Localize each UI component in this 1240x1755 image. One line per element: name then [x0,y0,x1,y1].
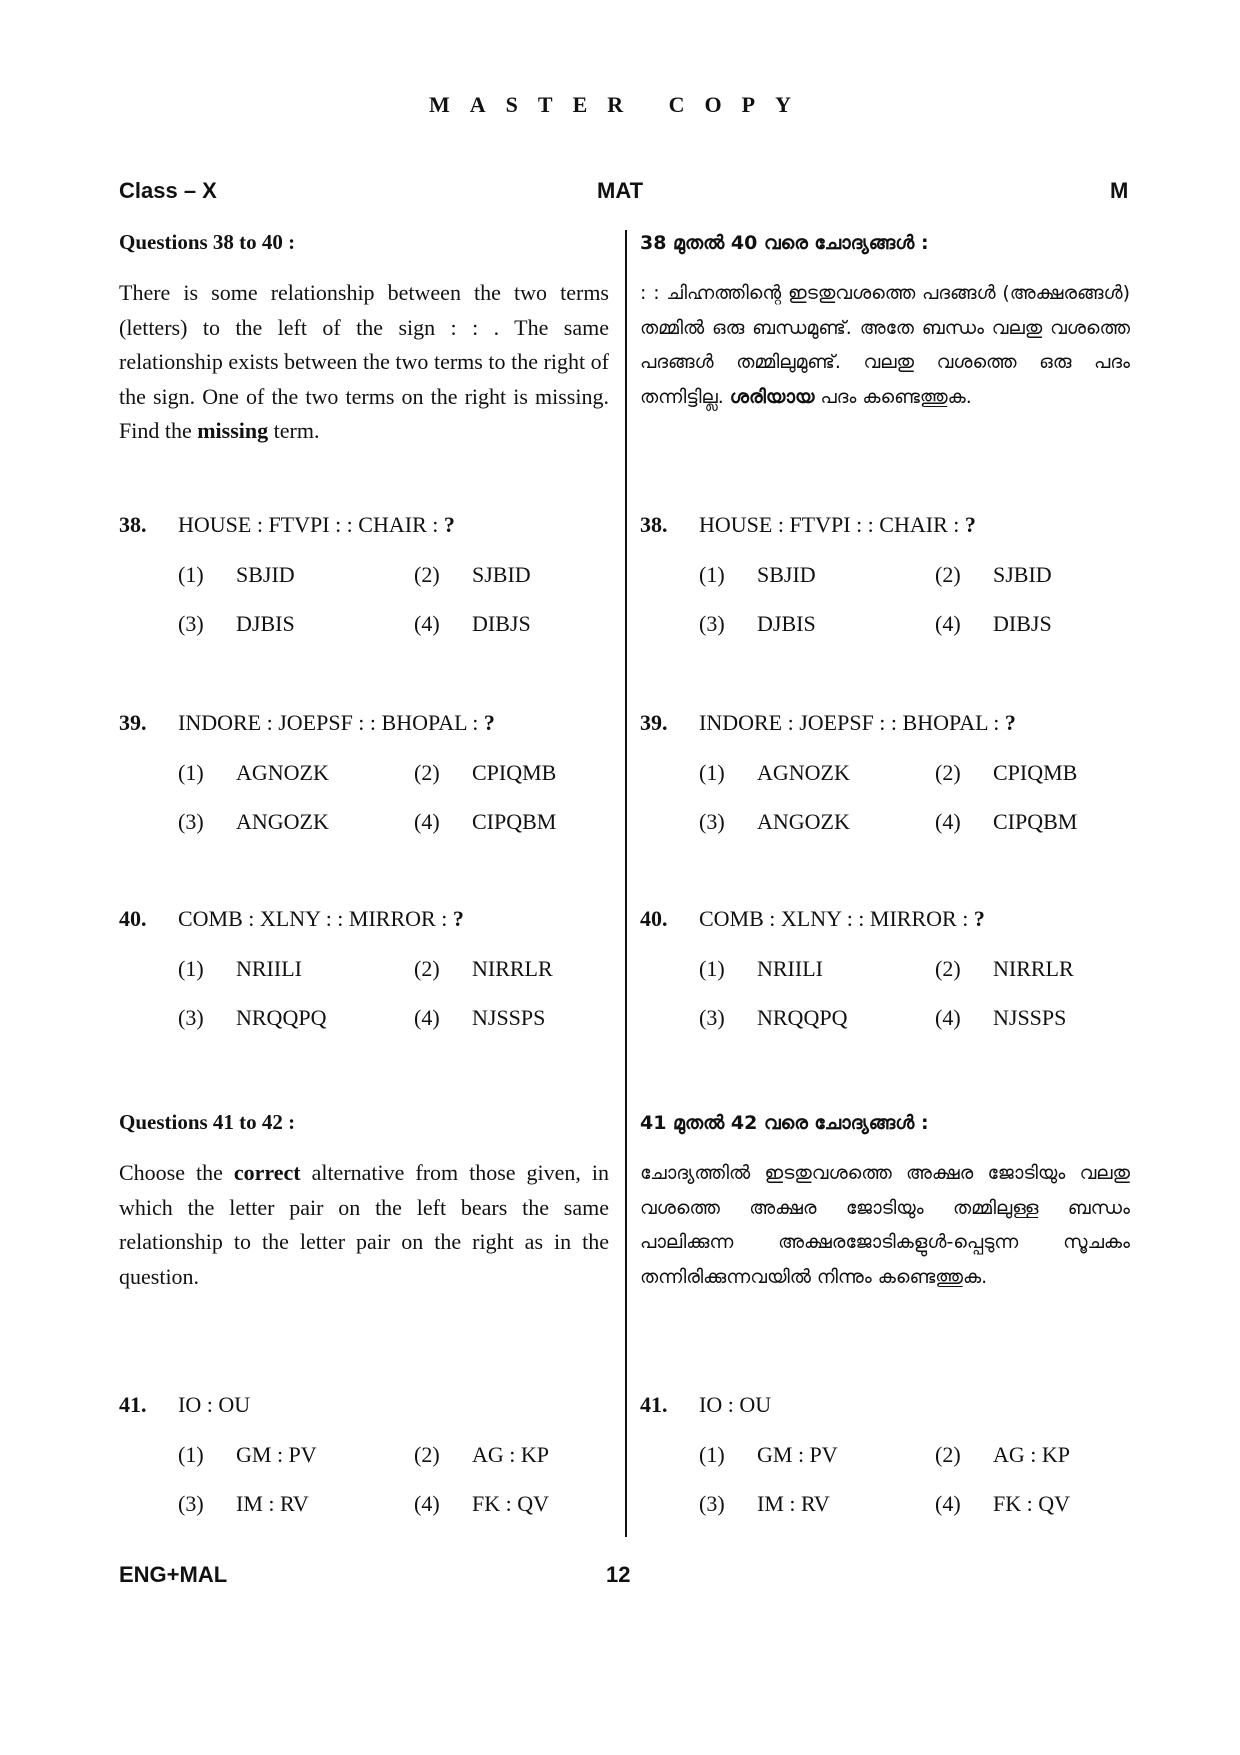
option-text: CPIQMB [993,760,1078,785]
option-number: (3) [699,611,725,636]
option-text: NRQQPQ [757,1005,848,1030]
option-text: NIRRLR [472,956,553,981]
option-number: (1) [178,1442,204,1467]
option-text: AGNOZK [236,760,329,785]
column-divider [625,230,627,1537]
option-text: NJSSPS [993,1005,1067,1030]
question-number-en: 38. [119,512,147,537]
instructions-text: Choose the [119,1160,234,1185]
option-number: (1) [178,562,204,587]
subject-label: MAT [597,178,644,203]
option-number: (2) [414,562,440,587]
option-number: (1) [699,956,725,981]
instructions-text-end: alternative from those given, in which the letter pair on the left bears the same relationship to the letter pair on the right as in the question. [119,1160,609,1289]
option-text: FK : QV [472,1491,550,1516]
question-mark: ? [452,906,464,931]
footer-code: ENG+MAL [119,1562,228,1587]
option-text: DIBJS [472,611,531,636]
question-stem-en [178,906,464,932]
option-text: GM : PV [757,1442,838,1467]
instructions-41-42-ml: ചോദ്യത്തിൽ ഇടതുവശത്തെ അക്ഷര ജോടിയും വലതു വശത്തെ അക്ഷര ജോടിയും തമ്മിലുള്ള ബന്ധം പാലിക്കുന്ന അക്ഷരജോടികളുൾ-പ്പെടുന്ന സൂചകം തന്നിരിക്കുന്നവയിൽ നിന്നും കണ്ടെത്തുക. [640,1162,1130,1288]
option-number: (1) [699,760,725,785]
question-stem-text: HOUSE : FTVPI : : CHAIR : [699,512,965,537]
question-number-ml: 41. [640,1392,668,1417]
option-number: (4) [414,611,440,636]
option-text: FK : QV [993,1491,1071,1516]
class-label: Class – X [119,178,217,203]
option-text: NIRRLR [993,956,1074,981]
instructions-38-40-ml [640,276,1130,414]
instructions-text-ml: : : ചിഹ്നത്തിന്റെ ഇടതുവശത്തെ പദങ്ങൾ (അക്ഷരങ്ങൾ) തമ്മിൽ ഒരു ബന്ധമുണ്ട്. അതേ ബന്ധം വലതു വശത്തെ പദങ്ങൾ തമ്മിലുമുണ്ട്. വലതു വശത്തെ ഒരു പദം തന്നിട്ടില്ല. [640,282,1130,408]
option-number: (2) [935,760,961,785]
question-stem-text: COMB : XLNY : : MIRROR : [699,906,974,931]
option-number: (3) [178,809,204,834]
option-text: ANGOZK [757,809,850,834]
option-text: IM : RV [236,1491,309,1516]
option-number: (3) [699,809,725,834]
question-number-ml: 40. [640,906,668,931]
option-number: (3) [699,1005,725,1030]
question-number-en: 40. [119,906,147,931]
option-text: CIPQBM [472,809,557,834]
option-number: (4) [935,611,961,636]
option-number: (4) [414,809,440,834]
option-number: (2) [935,562,961,587]
question-stem-ml [699,906,985,932]
option-number: (4) [935,809,961,834]
option-number: (1) [699,1442,725,1467]
option-number: (2) [414,760,440,785]
option-number: (2) [935,956,961,981]
question-mark: ? [973,906,985,931]
option-text: DIBJS [993,611,1052,636]
option-number: (4) [414,1491,440,1516]
instructions-text-end-ml: പദം കണ്ടെത്തുക. [814,385,972,408]
instructions-bold-ml: ശരിയായ [729,385,815,408]
question-stem-ml [699,710,1016,736]
option-text: GM : PV [236,1442,317,1467]
option-text: NRIILI [757,956,823,981]
option-text: SJBID [472,562,531,587]
question-mark: ? [483,710,495,735]
question-stem-ml [699,1392,771,1418]
option-text: AG : KP [472,1442,550,1467]
instructions-41-42 [119,1156,609,1294]
master-copy-title: MASTER COPY [429,92,811,117]
section-heading-38-40: Questions 38 to 40 : [119,230,296,254]
option-text: CPIQMB [472,760,557,785]
question-stem-text: IO : OU [699,1392,772,1417]
option-number: (3) [178,1491,204,1516]
option-number: (1) [178,760,204,785]
option-text: NRIILI [236,956,302,981]
question-mark: ? [1004,710,1016,735]
question-stem-text: IO : OU [178,1392,251,1417]
option-number: (2) [414,956,440,981]
instructions-text: There is some relationship between the two terms (letters) to the left of the sign : : . The same relationship exists between the two terms to the right of the sign. One of the two terms on the right is missing. Find the [119,280,609,443]
option-text: IM : RV [757,1491,830,1516]
option-number: (4) [935,1005,961,1030]
instructions-text-end: term. [268,418,320,443]
option-text: NJSSPS [472,1005,546,1030]
option-text: SJBID [993,562,1052,587]
question-stem-ml [699,512,976,538]
option-text: DJBIS [757,611,816,636]
option-number: (4) [414,1005,440,1030]
instructions-38-40 [119,276,609,449]
question-stem-text: INDORE : JOEPSF : : BHOPAL : [178,710,484,735]
option-number: (3) [178,611,204,636]
question-stem-en [178,512,455,538]
section-heading-41-42: Questions 41 to 42 : [119,1110,296,1134]
option-text: DJBIS [236,611,295,636]
question-mark: ? [964,512,976,537]
section-heading-38-40-ml: 38 മുതൽ 40 വരെ ചോദ്യങ്ങൾ : [640,232,929,254]
option-text: AG : KP [993,1442,1071,1467]
option-text: NRQQPQ [236,1005,327,1030]
section-heading-41-42-ml: 41 മുതൽ 42 വരെ ചോദ്യങ്ങൾ : [640,1112,929,1134]
question-number-en: 39. [119,710,147,735]
option-number: (2) [935,1442,961,1467]
option-number: (2) [414,1442,440,1467]
question-stem-en [178,710,495,736]
question-stem-text: COMB : XLNY : : MIRROR : [178,906,453,931]
medium-code: M [1110,178,1129,203]
question-stem-text: INDORE : JOEPSF : : BHOPAL : [699,710,1005,735]
option-number: (3) [178,1005,204,1030]
question-stem-text: HOUSE : FTVPI : : CHAIR : [178,512,444,537]
option-number: (3) [699,1491,725,1516]
question-mark: ? [443,512,455,537]
option-text: ANGOZK [236,809,329,834]
option-text: CIPQBM [993,809,1078,834]
option-number: (1) [178,956,204,981]
option-text: SBJID [757,562,816,587]
question-number-ml: 38. [640,512,668,537]
instructions-bold: missing [197,418,269,443]
page-number: 12 [606,1562,631,1587]
question-number-ml: 39. [640,710,668,735]
option-text: AGNOZK [757,760,850,785]
instructions-bold: correct [233,1160,301,1185]
option-number: (4) [935,1491,961,1516]
question-stem-en [178,1392,250,1418]
option-text: SBJID [236,562,295,587]
option-number: (1) [699,562,725,587]
question-number-en: 41. [119,1392,147,1417]
